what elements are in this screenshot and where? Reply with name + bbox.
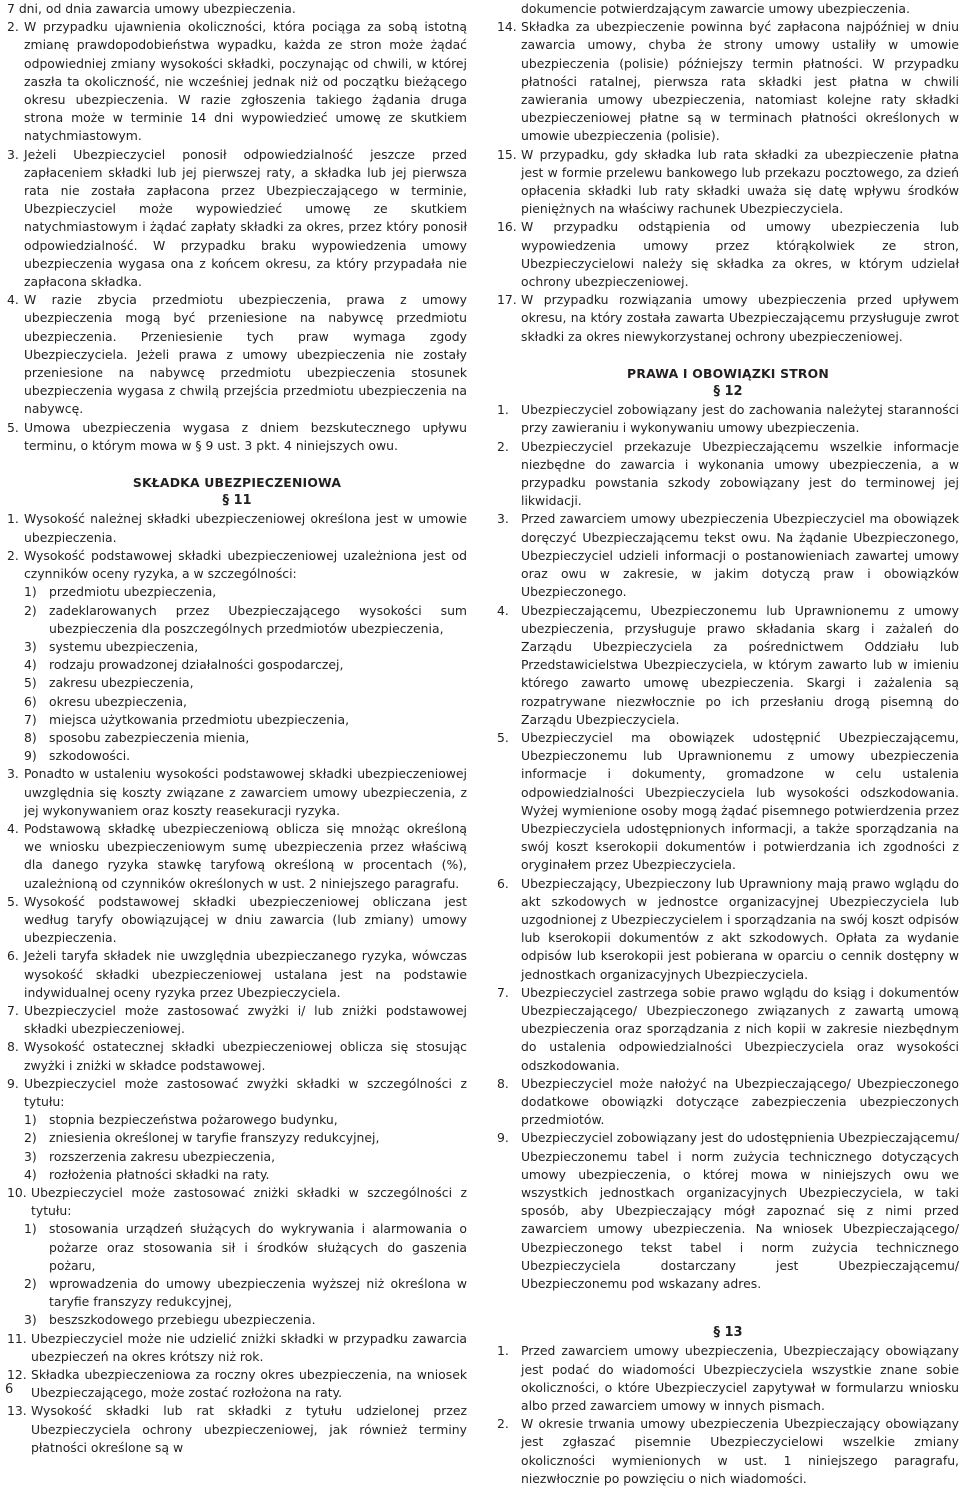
sub-list-item: 1) stosowania urządzeń służących do wykrywania i alarmowania o pożarze oraz stosowania sił i środków służących do gaszenia pożaru, [24,1221,467,1273]
paragraph-11: § 11 [222,493,252,509]
list-item: 2. Wysokość podstawowej składki ubezpieczeniowej uzależniona jest od czynników oceny ryzyka, a w szczególności: [7,547,467,582]
sub-list-item: 9) szkodowości. [24,748,131,764]
list-item: 8. Wysokość ostatecznej składki ubezpieczeniowej oblicza się stosując zwyżki i zniżki w składce podstawowej. [7,1039,467,1073]
right-items-a [497,18,959,346]
left-items-a [7,18,467,455]
sub-list-item: 2) zadeklarowanych przez Ubezpieczającego wysokości sum ubezpieczenia dla poszczególnych przedmiotów ubezpieczenia, [24,602,467,636]
list-item: 4. Podstawową składkę ubezpieczeniową oblicza się mnożąc określoną we wniosku ubezpieczeniowym sumę ubezpieczenia przez właściwą dla danego ryzyka stawkę taryfową określoną w procentach (%), uzależnioną od czynników określonych w ust. 2 niniejszego paragrafu. [7,820,467,891]
list-item: 3. Jeżeli Ubezpieczyciel ponosił odpowiedzialność jeszcze przed zapłaceniem składki lub jej pierwszej raty, a składka lub jej pierwsza rata nie została zapłacona przez Ubezpieczającego w terminie, Ubezpieczyciel może wypowiedzieć umowę ze skutkiem natychmiastowym i żądać zapłaty składki za okres, przez który ponosił odpowiedzialność. W przypadku braku wypowiedzenia umowy ubezpieczenia wygasa ona z końcem okresu, za który przypadała nie zapłacona składka. [7,146,467,290]
sub-list-item: 8) sposobu zabezpieczenia mienia, [24,729,250,745]
sub-list-item: 3) rozszerzenia zakresu ubezpieczenia, [24,1148,276,1164]
list-item: 12. Składka ubezpieczeniowa za roczny okres ubezpieczenia, na wniosek Ubezpieczającego, może zostać rozłożona na raty. [7,1367,467,1401]
continuation-line: dokumencie potwierdzającym zawarcie umowy ubezpieczenia. [521,1,910,16]
sub-list-item: 3) systemu ubezpieczenia, [24,638,199,654]
right-column [497,0,959,1488]
sub-list-item: 2) wprowadzenia do umowy ubezpieczenia wyższej niż określona w taryfie franszyzy redukcyjnej, [24,1276,467,1310]
sub-list-item: 6) okresu ubezpieczenia, [24,693,187,709]
list-item: 10. Ubezpieczyciel może zastosować zniżki składki w szczególności z tytułu: [7,1185,467,1219]
list-item: 9. Ubezpieczyciel może zastosować zwyżki składki w szczególności z tytułu: [7,1075,467,1109]
list-item: 9. Ubezpieczyciel zobowiązany jest do udostępnienia Ubezpieczającemu/ Ubezpieczonemu tabel i norm zużycia technicznego dotyczących umowy ubezpieczenia, o której mowa w niniejszych owu we wszystkich jednostkach organizacyjnych Ubezpieczyciela, w taki sposób, aby Ubezpieczający mógł zapoznać się z nimi przed zawarciem umowy ubezpieczenia. Na wniosek Ubezpieczającego/ Ubezpieczonego tekst tabel i norm zużycia technicznego Ubezpieczyciela dostarczany jest Ubezpieczającemu/ Ubezpieczonemu pod wskazany adres. [497,1130,959,1292]
list-item: 1. Przed zawarciem umowy ubezpieczenia, Ubezpieczający obowiązany jest podać do wiadomości Ubezpieczyciela wszystkie znane sobie okoliczności, o które Ubezpieczyciel zapytywał w formularzu wniosku albo przed zawarciem umowy w innych pismach. [497,1343,959,1414]
list-item: 13. Wysokość składki lub rat składki z tytułu udzielonej przez Ubezpieczyciela ochrony ubezpieczeniowej, jak również terminy płatności określone są w [7,1403,467,1455]
heading-prawa: PRAWA I OBOWIĄZKI STRON [627,365,829,381]
list-item: 4. W razie zbycia przedmiotu ubezpieczenia, prawa z umowy ubezpieczenia mogą być przeniesione na nabywcę przedmiotu ubezpieczenia. Przeniesienie tych praw wymaga zgody Ubezpieczyciela. Jeżeli prawa z umowy ubezpieczenia nie zostały przeniesione na nabywcę przedmiotu ubezpieczenia stosunek ubezpieczenia wygasa z chwilą przejścia przedmiotu ubezpieczenia na nabywcę. [7,292,467,417]
left-items-b [7,765,467,1111]
list-item: 5. Umowa ubezpieczenia wygasa z dniem bezskutecznego upływu terminu, o którym mowa w § 9 ust. 3 pkt. 4 niniejszych owu. [7,419,467,453]
list-item: 8. Ubezpieczyciel może nałożyć na Ubezpieczającego/ Ubezpieczonego dodatkowe obowiązki dotyczące zabezpieczenia ubezpieczonych przedmiotów. [497,1075,959,1128]
sub-list-item: 4) rodzaju prowadzonej działalności gospodarczej, [24,657,344,673]
list-item: 5. Ubezpieczyciel ma obowiązek udostępnić Ubezpieczającemu, Ubezpieczonemu lub Uprawnionemu z umowy ubezpieczenia informacje i dokumenty, gromadzone w celu ustalenia odpowiedzialności Ubezpieczyciela lub wysokości odszkodowania. Wyżej wymienione osoby mogą żądać pisemnego potwierdzenia przez Ubezpieczyciela udostępnionych informacji, a także sporządzania na swój koszt kserokopii dokumentów i potwierdzania ich zgodności z oryginałem przez Ubezpieczyciela. [497,729,959,873]
left-column [7,0,467,1457]
sub-list-item: 1) stopnia bezpieczeństwa pożarowego budynku, [24,1112,338,1128]
list-item: 14. Składka za ubezpieczenie powinna być zapłacona najpóźniej w dniu zawarcia umowy, chyba że strony umowy ustaliły w umowie ubezpieczenia (polisie) późniejszy termin płatności. W przypadku płatności ratalnej, pierwsza rata składki jest płatna w chwili zawierania umowy ubezpieczenia, natomiast kolejne raty składki ubezpieczeniowej płatne są w terminach płatności określonych w umowie ubezpieczenia (polisie). [497,19,959,144]
list-item: 3. Przed zawarciem umowy ubezpieczenia Ubezpieczyciel ma obowiązek doręczyć Ubezpieczającemu tekst owu. Na żądanie Ubezpieczonego, Ubezpieczyciel udzieli informacji o postanowieniach zawartej umowy oraz owu w zakresie, w jakim dotyczą praw i obowiązków Ubezpieczonego. [497,511,959,600]
list-item: 16. W przypadku odstąpienia od umowy ubezpieczenia lub wypowiedzenia umowy przez którąkolwiek ze stron, Ubezpieczycielowi należy się składka za okres, w którym udzielał ochrony ubezpieczeniowej. [497,219,959,290]
list-item: 17. W przypadku rozwiązania umowy ubezpieczenia przed upływem okresu, na który została zawarta Ubezpieczającemu przysługuje zwrot składki za okres niewykorzystanej ochrony ubezpieczeniowej. [497,292,959,344]
list-item: 1. Wysokość należnej składki ubezpieczeniowej określona jest w umowie ubezpieczenia. [7,511,467,545]
list-item: 7. Ubezpieczyciel zastrzega sobie prawo wglądu do ksiąg i dokumentów Ubezpieczającego/ Ubezpieczonego związanych z zawartą umową ubezpieczenia oraz sporządzania z nich kopii w zakresie niezbędnym do ustalenia odpowiedzialności Ubezpieczyciela oraz wysokości odszkodowania. [497,984,959,1073]
sub-list-surcharges [7,1111,467,1184]
page-number: 6 [5,1382,14,1397]
paragraph-13: § 13 [713,1325,743,1341]
sub-list-factors [7,583,467,765]
list-item: 11. Ubezpieczyciel może nie udzielić zniżki składki w przypadku zawarcia ubezpieczeń na okres krótszy niż rok. [7,1330,467,1364]
list-item: 2. W przypadku ujawnienia okoliczności, która pociąga za sobą istotną zmianę prawdopodobieństwa wypadku, każda ze stron może żądać odpowiedniej zmiany wysokości składki, poczynając od chwili, w której zaszła ta okoliczność, nie wcześniej jednak niż od początku bieżącego okresu ubezpieczenia. W razie zgłoszenia takiego żądania druga strona może w terminie 14 dni wypowiedzieć umowę ze skutkiem natychmiastowym. [7,19,467,144]
intro-line: 7 dni, od dnia zawarcia umowy ubezpieczenia. [7,1,296,16]
sub-list-item: 3) beszszkodowego przebiegu ubezpieczenia. [24,1312,316,1328]
list-item: 2. W okresie trwania umowy ubezpieczenia Ubezpieczający obowiązany jest zgłaszać pisemnie Ubezpieczycielowi wszelkie zmiany okoliczności wymienionych w ust. 1 niniejszego paragrafu, niezwłocznie po powzięciu o nich wiadomości. [497,1416,959,1486]
left-items-c [7,1330,467,1457]
list-item: 15. W przypadku, gdy składka lub rata składki za ubezpieczenie płatna jest w formie przelewu bankowego lub przekazu pocztowego, za dzień opłacenia składki lub raty składki uważa się datę wpływu środków pieniężnych na właściwy rachunek Ubezpieczyciela. [497,146,959,217]
sub-list-discounts [7,1220,467,1329]
list-item: 2. Ubezpieczyciel przekazuje Ubezpieczającemu wszelkie informacje niezbędne do zawarcia i wykonania umowy ubezpieczenia, a w przypadku powstania szkody zobowiązany jest do terminowej jej likwidacji. [497,438,959,509]
list-item: 1. Ubezpieczyciel zobowiązany jest do zachowania należytej staranności przy zawieraniu i wykonywaniu umowy ubezpieczenia. [497,402,959,436]
list-item: 7. Ubezpieczyciel może zastosować zwyżki i/ lub zniżki podstawowej składki ubezpieczeniowej. [7,1002,467,1037]
sub-list-item: 4) rozłożenia płatności składki na raty. [24,1166,270,1182]
paragraph-12: § 12 [713,384,743,400]
sub-list-item: 5) zakresu ubezpieczenia, [24,675,194,691]
sub-list-item: 1) przedmiotu ubezpieczenia, [24,584,217,600]
right-items-12 [497,401,959,1293]
list-item: 6. Jeżeli taryfa składek nie uwzględnia ubezpieczanego ryzyka, wówczas wysokość składki ubezpieczeniowej ustalana jest na podstawie indywidualnej oceny ryzyka przez Ubezpieczyciela. [7,948,467,1000]
right-items-13 [497,1342,959,1488]
list-item: 5. Wysokość podstawowej składki ubezpieczeniowej obliczana jest według taryfy obowiązującej w dniu zawarcia (lub zmiany) umowy ubezpieczenia. [7,893,467,946]
sub-list-item: 2) zniesienia określonej w taryfie franszyzy redukcyjnej, [24,1130,380,1146]
sub-list-item: 7) miejsca użytkowania przedmiotu ubezpieczenia, [24,711,350,727]
heading-skladka: SKŁADKA UBEZPIECZENIOWA [132,475,342,491]
list-item: 3. Ponadto w ustaleniu wysokości podstawowej składki ubezpieczeniowej uwzględnia się koszty związane z zawarciem umowy ubezpieczenia, z jej wykonywaniem oraz koszty reasekuracji ryzyka. [7,766,467,818]
list-item: 6. Ubezpieczający, Ubezpieczony lub Uprawniony mają prawo wglądu do akt szkodowych w jednostce organizacyjnej Ubezpieczyciela lub uzgodnionej z Ubezpieczycielem i sporządzania na swój koszt odpisów lub kserokopii dokumentów z akt szkodowych. Opłata za wydanie odpisów lub kserokopii jest pobierana w oparciu o cennik dostępny w jednostkach organizacyjnych Ubezpieczyciela. [497,875,959,982]
list-item: 4. Ubezpieczającemu, Ubezpieczonemu lub Uprawnionemu z umowy ubezpieczenia, przysługuje prawo składania skarg i zażaleń do Zarządu Ubezpieczyciela za pośrednictwem Oddziału lub Przedstawicielstwa Ubezpieczyciela, w którym zawarto lub w imieniu którego zawarto umowę ubezpieczenia. Skargi i zażalenia są rozpatrywane niezwłocznie po ich przesłaniu drogą pisemną do Zarządu Ubezpieczyciela. [497,602,959,727]
